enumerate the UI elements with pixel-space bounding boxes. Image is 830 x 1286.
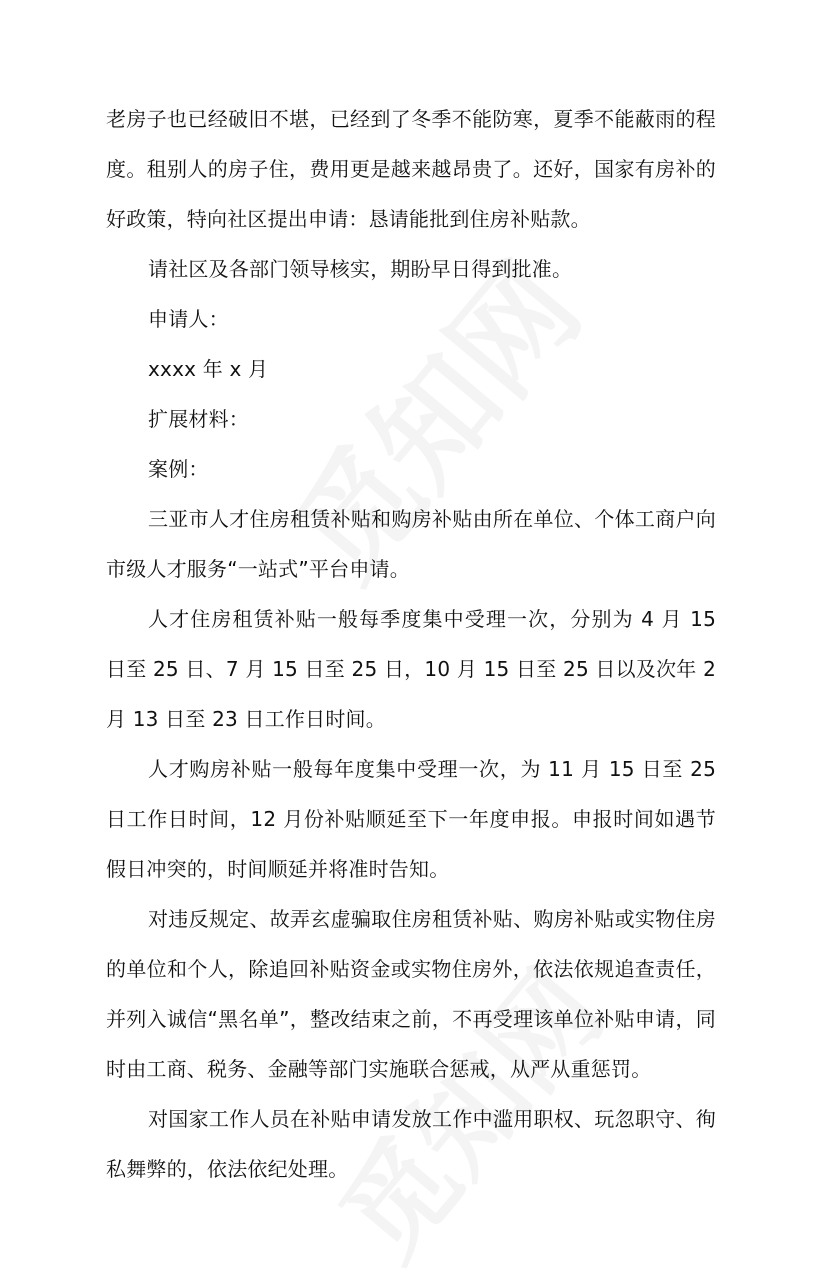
- extended-materials-heading: 扩展材料：: [148, 407, 249, 431]
- paragraph-official-misconduct: 对国家工作人员在补贴申请发放工作中滥用职权、玩忽职守、徇私舞弊的，依法依纪处理。: [106, 1107, 716, 1181]
- paragraph-rental-subsidy-schedule: 人才住房租赁补贴一般每季度集中受理一次，分别为 4 月 15 日至 25 日、7 月 15 日至 25 日，10 月 15 日至 25 日以及次年 2 月 13 日至 23 日工作日时间。: [106, 607, 716, 731]
- paragraph-housing-condition: 老房子也已经破旧不堪，已经到了冬季不能防寒，夏季不能蔽雨的程度。租别人的房子住，费用更是越来越昂贵了。还好，国家有房补的好政策，特向社区提出申请：恳请能批到住房补贴款。: [106, 107, 716, 231]
- paragraph-violation-penalty: 对违反规定、故弄玄虚骗取住房租赁补贴、购房补贴或实物住房的单位和个人，除追回补贴资金或实物住房外，依法依规追查责任，并列入诚信“黑名单”，整改结束之前，不再受理该单位补贴申请，同时由工商、税务、金融等部门实施联合惩戒，从严从重惩罚。: [106, 907, 716, 1081]
- paragraph-request-approval: 请社区及各部门领导核实，期盼早日得到批准。: [148, 257, 573, 281]
- paragraph-purchase-subsidy-schedule: 人才购房补贴一般每年度集中受理一次，为 11 月 15 日至 25 日工作日时间，12 月份补贴顺延至下一年度申报。申报时间如遇节假日冲突的，时间顺延并将准时告知。: [106, 757, 716, 881]
- applicant-label: 申请人：: [148, 307, 229, 331]
- paragraph-sanya-subsidy: 三亚市人才住房租赁补贴和购房补贴由所在单位、个体工商户向市级人才服务“一站式”平台申请。: [106, 507, 716, 581]
- document-body: [106, 94, 716, 1194]
- case-heading: 案例：: [148, 457, 209, 481]
- application-date: xxxx 年 x 月: [148, 357, 269, 381]
